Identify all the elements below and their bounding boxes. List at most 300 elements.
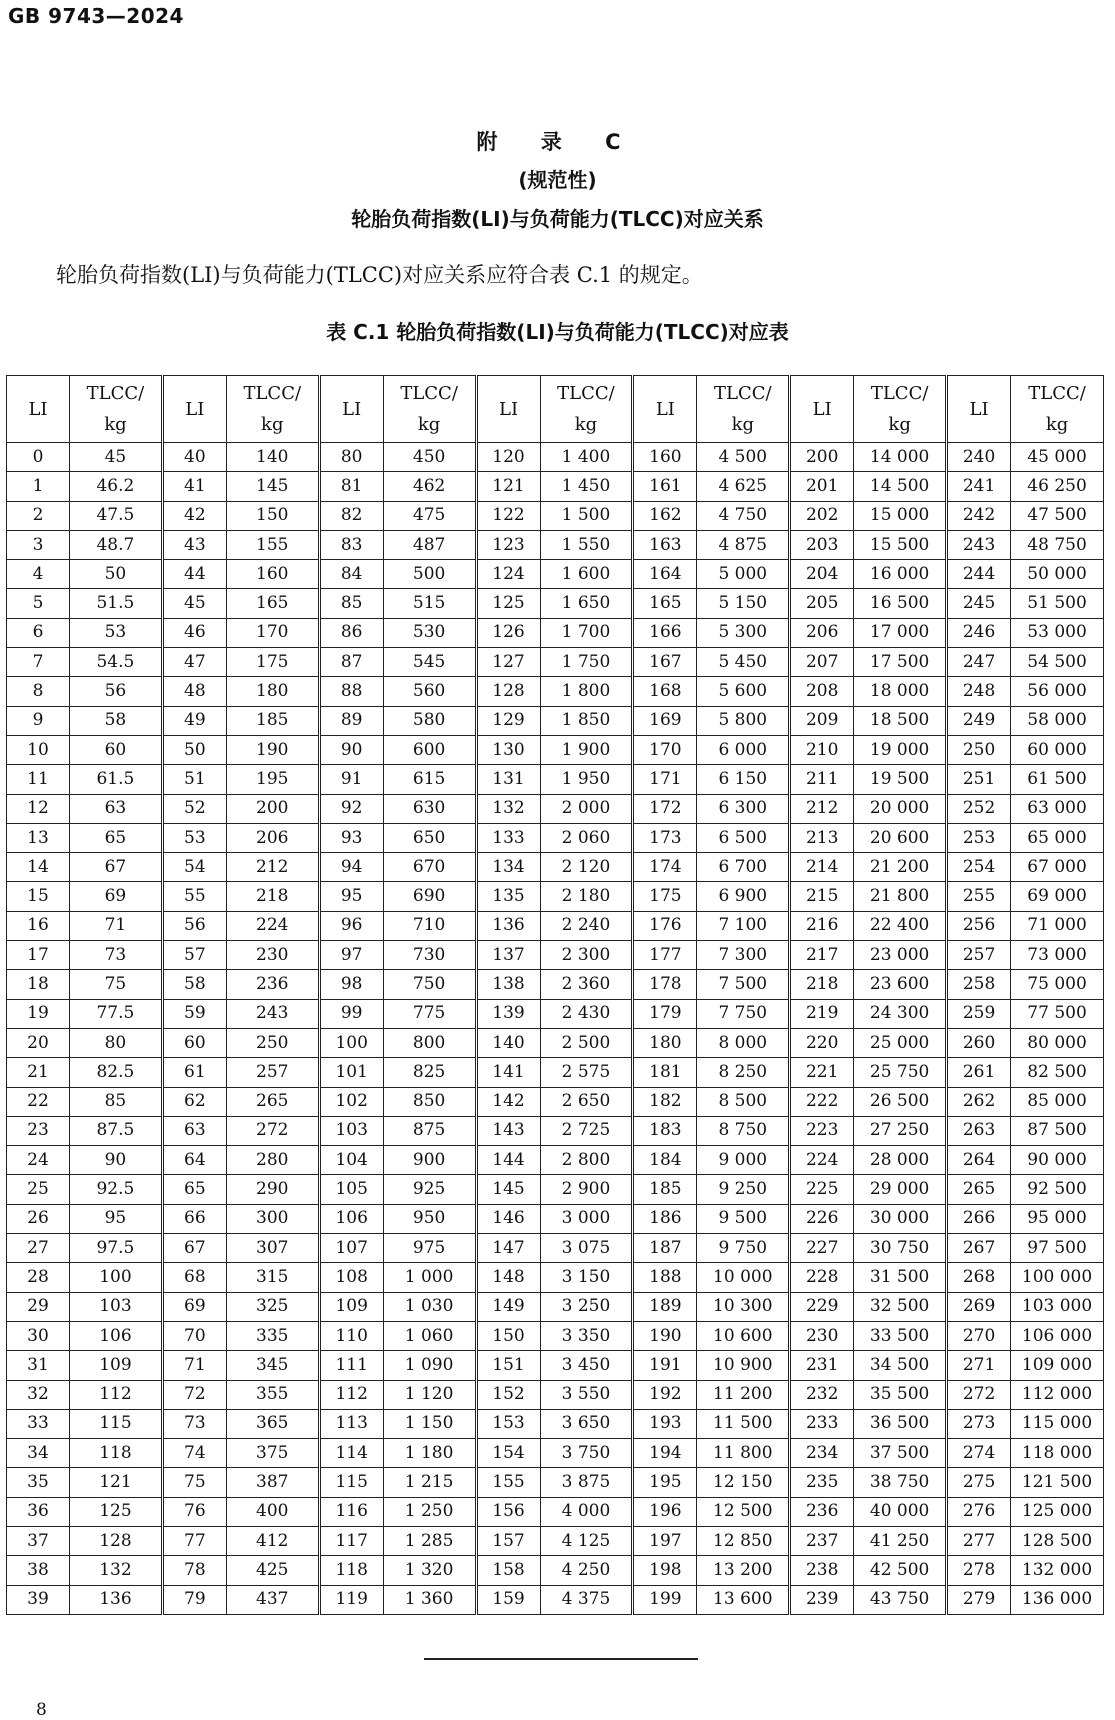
cell-tlcc: 27 250 [854,1116,947,1145]
cell-li: 141 [476,1058,540,1087]
cell-tlcc: 4 250 [540,1556,633,1585]
cell-li: 97 [319,941,383,970]
cell-li: 131 [476,765,540,794]
cell-tlcc: 530 [383,618,476,647]
cell-li: 217 [790,941,854,970]
cell-li: 35 [7,1468,70,1497]
cell-tlcc: 20 000 [854,794,947,823]
cell-tlcc: 8 000 [697,1028,790,1057]
cell-tlcc: 1 285 [383,1526,476,1555]
cell-li: 204 [790,560,854,589]
cell-tlcc: 1 500 [540,501,633,530]
cell-li: 126 [476,618,540,647]
cell-li: 221 [790,1058,854,1087]
cell-li: 156 [476,1497,540,1526]
cell-li: 14 [7,853,70,882]
cell-tlcc: 825 [383,1058,476,1087]
cell-li: 270 [947,1321,1011,1350]
cell-li: 134 [476,853,540,882]
cell-li: 90 [319,735,383,764]
cell-li: 181 [633,1058,697,1087]
cell-tlcc: 2 180 [540,882,633,911]
cell-li: 16 [7,911,70,940]
cell-tlcc: 9 750 [697,1234,790,1263]
cell-li: 96 [319,911,383,940]
cell-li: 12 [7,794,70,823]
cell-tlcc: 38 750 [854,1468,947,1497]
cell-li: 256 [947,911,1011,940]
cell-li: 31 [7,1351,70,1380]
cell-tlcc: 450 [383,443,476,472]
cell-tlcc: 32 500 [854,1292,947,1321]
cell-li: 61 [162,1058,226,1087]
cell-li: 106 [319,1204,383,1233]
cell-li: 147 [476,1234,540,1263]
cell-tlcc: 69 [70,882,163,911]
cell-tlcc: 54.5 [70,648,163,677]
cell-tlcc: 118 [70,1439,163,1468]
cell-li: 206 [790,618,854,647]
cell-li: 7 [7,648,70,677]
cell-tlcc: 5 450 [697,648,790,677]
cell-li: 114 [319,1439,383,1468]
cell-tlcc: 265 [226,1087,319,1116]
cell-tlcc: 16 500 [854,589,947,618]
cell-tlcc: 230 [226,941,319,970]
cell-li: 201 [790,472,854,501]
table-row [7,1175,1104,1204]
cell-li: 115 [319,1468,383,1497]
header-tlcc [1011,376,1104,443]
cell-tlcc: 43 750 [854,1585,947,1614]
cell-li: 66 [162,1204,226,1233]
cell-li: 112 [319,1380,383,1409]
cell-li: 171 [633,765,697,794]
header-li: LI [319,376,383,443]
cell-li: 42 [162,501,226,530]
cell-tlcc: 53 000 [1011,618,1104,647]
cell-tlcc: 290 [226,1175,319,1204]
cell-tlcc: 11 500 [697,1409,790,1438]
table-row [7,882,1104,911]
cell-tlcc: 1 030 [383,1292,476,1321]
cell-tlcc: 9 500 [697,1204,790,1233]
cell-tlcc: 4 875 [697,530,790,559]
cell-li: 22 [7,1087,70,1116]
cell-li: 194 [633,1439,697,1468]
cell-li: 180 [633,1028,697,1057]
cell-tlcc: 850 [383,1087,476,1116]
cell-tlcc: 20 600 [854,823,947,852]
cell-li: 73 [162,1409,226,1438]
cell-tlcc: 2 360 [540,970,633,999]
cell-tlcc: 21 800 [854,882,947,911]
cell-li: 254 [947,853,1011,882]
cell-tlcc: 11 800 [697,1439,790,1468]
cell-tlcc: 45 000 [1011,443,1104,472]
cell-li: 247 [947,648,1011,677]
cell-li: 162 [633,501,697,530]
cell-li: 209 [790,706,854,735]
cell-tlcc: 335 [226,1321,319,1350]
cell-li: 121 [476,472,540,501]
cell-li: 261 [947,1058,1011,1087]
cell-li: 227 [790,1234,854,1263]
cell-tlcc: 30 000 [854,1204,947,1233]
cell-tlcc: 1 900 [540,735,633,764]
cell-li: 17 [7,941,70,970]
cell-tlcc: 670 [383,853,476,882]
cell-tlcc: 257 [226,1058,319,1087]
cell-tlcc: 77 500 [1011,999,1104,1028]
cell-tlcc: 1 450 [540,472,633,501]
table-row [7,1468,1104,1497]
cell-tlcc: 82 500 [1011,1058,1104,1087]
cell-tlcc: 580 [383,706,476,735]
cell-tlcc: 14 500 [854,472,947,501]
cell-li: 218 [790,970,854,999]
cell-li: 76 [162,1497,226,1526]
cell-li: 64 [162,1146,226,1175]
cell-tlcc: 315 [226,1263,319,1292]
cell-tlcc: 1 090 [383,1351,476,1380]
cell-tlcc: 73 [70,941,163,970]
cell-tlcc: 65 [70,823,163,852]
cell-tlcc: 17 500 [854,648,947,677]
cell-li: 184 [633,1146,697,1175]
cell-li: 2 [7,501,70,530]
cell-tlcc: 775 [383,999,476,1028]
table-row [7,911,1104,940]
table-row [7,1028,1104,1057]
cell-tlcc: 1 650 [540,589,633,618]
cell-tlcc: 7 300 [697,941,790,970]
cell-tlcc: 2 725 [540,1116,633,1145]
cell-li: 175 [633,882,697,911]
cell-li: 157 [476,1526,540,1555]
cell-li: 87 [319,648,383,677]
table-row [7,648,1104,677]
table-row [7,1204,1104,1233]
cell-tlcc: 103 [70,1292,163,1321]
cell-li: 88 [319,677,383,706]
cell-li: 220 [790,1028,854,1057]
cell-tlcc: 4 000 [540,1497,633,1526]
cell-li: 179 [633,999,697,1028]
cell-li: 124 [476,560,540,589]
cell-tlcc: 41 250 [854,1526,947,1555]
cell-tlcc: 22 400 [854,911,947,940]
header-row [7,376,1104,443]
cell-tlcc: 5 150 [697,589,790,618]
cell-li: 210 [790,735,854,764]
cell-tlcc: 690 [383,882,476,911]
cell-li: 168 [633,677,697,706]
cell-tlcc: 200 [226,794,319,823]
cell-tlcc: 2 500 [540,1028,633,1057]
cell-tlcc: 15 000 [854,501,947,530]
cell-tlcc: 165 [226,589,319,618]
cell-li: 139 [476,999,540,1028]
cell-li: 137 [476,941,540,970]
table-row [7,1058,1104,1087]
header-li: LI [162,376,226,443]
cell-li: 57 [162,941,226,970]
cell-tlcc: 387 [226,1468,319,1497]
cell-li: 151 [476,1351,540,1380]
cell-tlcc: 1 180 [383,1439,476,1468]
cell-tlcc: 2 800 [540,1146,633,1175]
cell-tlcc: 115 [70,1409,163,1438]
cell-tlcc: 195 [226,765,319,794]
cell-li: 164 [633,560,697,589]
cell-li: 13 [7,823,70,852]
cell-tlcc: 60 [70,735,163,764]
cell-tlcc: 40 000 [854,1497,947,1526]
cell-tlcc: 1 950 [540,765,633,794]
cell-tlcc: 24 300 [854,999,947,1028]
cell-li: 228 [790,1263,854,1292]
cell-tlcc: 63 [70,794,163,823]
cell-tlcc: 500 [383,560,476,589]
cell-tlcc: 365 [226,1409,319,1438]
cell-li: 23 [7,1116,70,1145]
cell-li: 193 [633,1409,697,1438]
cell-li: 29 [7,1292,70,1321]
cell-tlcc: 1 700 [540,618,633,647]
cell-li: 198 [633,1556,697,1585]
cell-li: 224 [790,1146,854,1175]
cell-tlcc: 9 000 [697,1146,790,1175]
table-row [7,443,1104,472]
cell-tlcc: 87.5 [70,1116,163,1145]
table-row [7,765,1104,794]
cell-li: 105 [319,1175,383,1204]
table-row [7,970,1104,999]
cell-tlcc: 2 060 [540,823,633,852]
cell-tlcc: 112 [70,1380,163,1409]
cell-tlcc: 206 [226,823,319,852]
cell-li: 38 [7,1556,70,1585]
cell-li: 69 [162,1292,226,1321]
cell-li: 269 [947,1292,1011,1321]
table-row [7,1497,1104,1526]
cell-tlcc: 1 600 [540,560,633,589]
cell-tlcc: 109 [70,1351,163,1380]
cell-tlcc: 3 875 [540,1468,633,1497]
cell-li: 117 [319,1526,383,1555]
cell-tlcc: 9 250 [697,1175,790,1204]
cell-li: 214 [790,853,854,882]
header-tlcc-unit-line2: kg [261,414,284,435]
cell-li: 232 [790,1380,854,1409]
cell-li: 71 [162,1351,226,1380]
cell-li: 37 [7,1526,70,1555]
cell-tlcc: 103 000 [1011,1292,1104,1321]
cell-li: 279 [947,1585,1011,1614]
cell-tlcc: 3 250 [540,1292,633,1321]
cell-li: 240 [947,443,1011,472]
cell-li: 233 [790,1409,854,1438]
cell-li: 252 [947,794,1011,823]
cell-tlcc: 82.5 [70,1058,163,1087]
cell-li: 211 [790,765,854,794]
cell-li: 136 [476,911,540,940]
cell-tlcc: 90 000 [1011,1146,1104,1175]
cell-li: 125 [476,589,540,618]
header-tlcc-unit-line1: TLCC/ [557,383,615,404]
cell-li: 75 [162,1468,226,1497]
cell-li: 51 [162,765,226,794]
header-tlcc-unit-line2: kg [888,414,911,435]
table-row [7,560,1104,589]
cell-li: 65 [162,1175,226,1204]
cell-li: 275 [947,1468,1011,1497]
header-tlcc-unit-line2: kg [574,414,598,435]
header-li: LI [476,376,540,443]
cell-li: 230 [790,1321,854,1350]
cell-li: 150 [476,1321,540,1350]
header-tlcc-unit-line1: TLCC/ [870,383,929,404]
cell-tlcc: 437 [226,1585,319,1614]
cell-tlcc: 60 000 [1011,735,1104,764]
cell-li: 19 [7,999,70,1028]
cell-tlcc: 80 [70,1028,163,1057]
cell-tlcc: 61 500 [1011,765,1104,794]
header-tlcc [226,376,319,443]
table-row [7,1146,1104,1175]
cell-li: 219 [790,999,854,1028]
appendix-subject: 轮胎负荷指数(LI)与负荷能力(TLCC)对应关系 [351,207,764,231]
cell-li: 109 [319,1292,383,1321]
cell-li: 173 [633,823,697,852]
cell-tlcc: 3 150 [540,1263,633,1292]
cell-li: 243 [947,530,1011,559]
cell-tlcc: 67 000 [1011,853,1104,882]
cell-li: 1 [7,472,70,501]
cell-li: 189 [633,1292,697,1321]
cell-li: 26 [7,1204,70,1233]
header-tlcc [383,376,476,443]
cell-tlcc: 48 750 [1011,530,1104,559]
cell-tlcc: 218 [226,882,319,911]
table-row [7,1321,1104,1350]
cell-tlcc: 3 550 [540,1380,633,1409]
cell-li: 20 [7,1028,70,1057]
cell-li: 116 [319,1497,383,1526]
cell-li: 122 [476,501,540,530]
cell-tlcc: 155 [226,530,319,559]
cell-tlcc: 63 000 [1011,794,1104,823]
cell-tlcc: 160 [226,560,319,589]
cell-tlcc: 7 100 [697,911,790,940]
table-row [7,1263,1104,1292]
cell-tlcc: 36 500 [854,1409,947,1438]
cell-tlcc: 136 [70,1585,163,1614]
cell-li: 39 [7,1585,70,1614]
cell-tlcc: 190 [226,735,319,764]
cell-li: 273 [947,1409,1011,1438]
cell-tlcc: 56 [70,677,163,706]
cell-tlcc: 47.5 [70,501,163,530]
cell-tlcc: 615 [383,765,476,794]
cell-li: 202 [790,501,854,530]
cell-li: 278 [947,1556,1011,1585]
cell-li: 237 [790,1526,854,1555]
header-tlcc [697,376,790,443]
cell-tlcc: 28 000 [854,1146,947,1175]
cell-li: 108 [319,1263,383,1292]
cell-tlcc: 106 000 [1011,1321,1104,1350]
table-row [7,1409,1104,1438]
cell-li: 148 [476,1263,540,1292]
cell-tlcc: 118 000 [1011,1439,1104,1468]
cell-li: 238 [790,1556,854,1585]
cell-li: 100 [319,1028,383,1057]
cell-li: 107 [319,1234,383,1263]
cell-li: 257 [947,941,1011,970]
cell-tlcc: 92.5 [70,1175,163,1204]
cell-li: 63 [162,1116,226,1145]
cell-tlcc: 875 [383,1116,476,1145]
table-row [7,823,1104,852]
cell-tlcc: 630 [383,794,476,823]
header-li: LI [633,376,697,443]
cell-li: 6 [7,618,70,647]
cell-li: 135 [476,882,540,911]
cell-li: 93 [319,823,383,852]
cell-tlcc: 12 850 [697,1526,790,1555]
header-tlcc-unit-line1: TLCC/ [1028,383,1086,404]
cell-tlcc: 1 150 [383,1409,476,1438]
cell-li: 92 [319,794,383,823]
cell-li: 53 [162,823,226,852]
cell-tlcc: 54 500 [1011,648,1104,677]
cell-li: 86 [319,618,383,647]
cell-tlcc: 1 320 [383,1556,476,1585]
cell-li: 48 [162,677,226,706]
cell-li: 153 [476,1409,540,1438]
cell-li: 249 [947,706,1011,735]
cell-tlcc: 6 500 [697,823,790,852]
cell-tlcc: 18 000 [854,677,947,706]
table-row [7,530,1104,559]
cell-li: 83 [319,530,383,559]
table-row [7,794,1104,823]
cell-li: 8 [7,677,70,706]
cell-li: 145 [476,1175,540,1204]
cell-tlcc: 42 500 [854,1556,947,1585]
cell-tlcc: 1 850 [540,706,633,735]
cell-tlcc: 69 000 [1011,882,1104,911]
cell-tlcc: 6 300 [697,794,790,823]
cell-li: 222 [790,1087,854,1116]
cell-tlcc: 300 [226,1204,319,1233]
header-tlcc-unit-line1: TLCC/ [243,383,302,404]
appendix-title: 附 录 C [476,130,639,154]
cell-tlcc: 121 500 [1011,1468,1104,1497]
cell-li: 166 [633,618,697,647]
cell-tlcc: 345 [226,1351,319,1380]
cell-tlcc: 12 150 [697,1468,790,1497]
cell-tlcc: 6 000 [697,735,790,764]
table-row [7,1292,1104,1321]
cell-li: 33 [7,1409,70,1438]
cell-li: 263 [947,1116,1011,1145]
cell-li: 197 [633,1526,697,1555]
cell-tlcc: 3 750 [540,1439,633,1468]
cell-tlcc: 900 [383,1146,476,1175]
